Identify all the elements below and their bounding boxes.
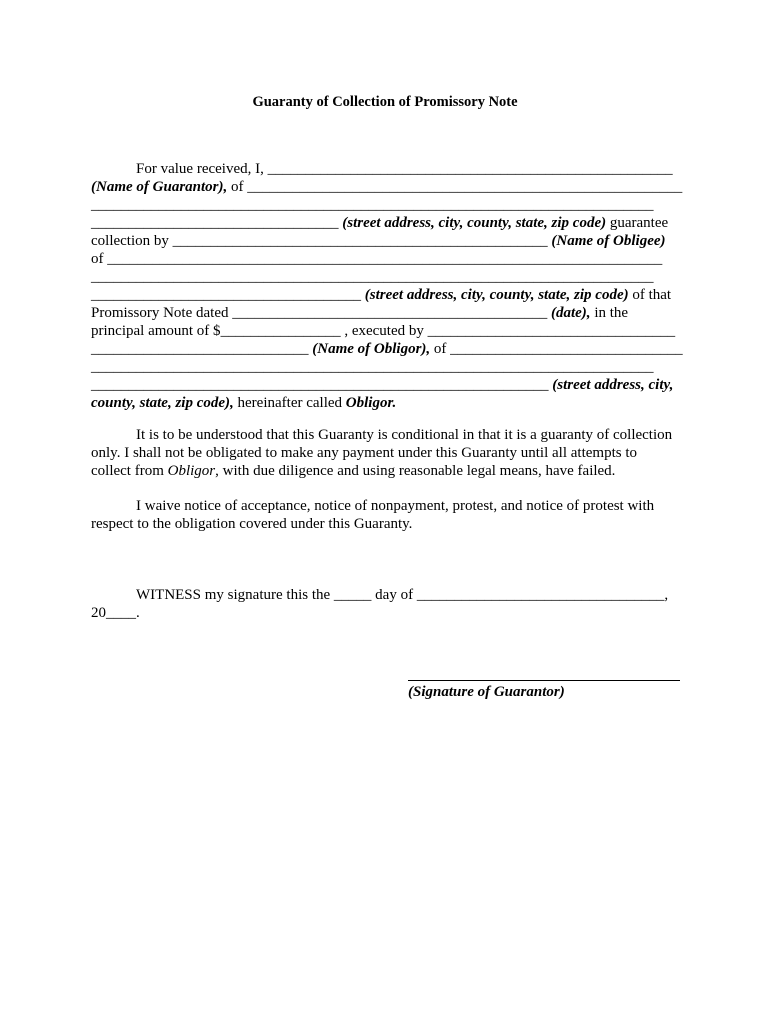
paragraph-guarantee: [91, 160, 681, 412]
note-date-blank[interactable]: __________________________________________: [232, 305, 551, 321]
line-obligee-address-2: [91, 286, 681, 304]
line-note-dated: [91, 304, 681, 322]
text: , with due diligence and using reasonable legal means, have failed.: [215, 463, 616, 479]
text: in the: [590, 305, 629, 321]
text: day of: [371, 587, 417, 603]
text: collect from: [91, 463, 168, 479]
line-guarantor: [91, 160, 681, 178]
obligee-address-blank[interactable]: __________________________________________________________________________: [107, 251, 663, 267]
line-guarantor-of: [91, 178, 681, 196]
signature-line[interactable]: [408, 680, 680, 681]
text: ,: [664, 587, 669, 603]
label-name-of-obligor: (Name of Obligor),: [312, 341, 431, 357]
line-obligee-of: [91, 250, 681, 268]
text: of: [430, 341, 451, 357]
line-address-1: [91, 196, 681, 214]
line-obligor-address: [91, 358, 681, 376]
obligor-address-blank[interactable]: _______________________________: [450, 341, 683, 357]
text: of: [227, 179, 248, 195]
label-name-of-obligee: (Name of Obligee): [551, 233, 666, 249]
text: principal amount of $: [91, 323, 221, 339]
line-obligor-address-2: [91, 376, 681, 394]
line-obligor: [91, 340, 681, 358]
label-street-address: (street address, city, county, state, zip code): [364, 287, 629, 303]
obligee-name-blank[interactable]: __________________________________________________: [172, 233, 552, 249]
witness-month-blank[interactable]: _________________________________: [416, 587, 665, 603]
label-street-address: (street address, city,: [552, 377, 674, 393]
line-obligee: [91, 232, 681, 250]
text: guarantee: [606, 215, 669, 231]
line-hereinafter: [91, 394, 681, 412]
witness-line: [91, 586, 681, 604]
label-county-state-zip: county, state, zip code),: [91, 395, 234, 411]
label-name-of-guarantor: (Name of Guarantor),: [91, 179, 228, 195]
obligee-address-blank-2[interactable]: ___________________________________________________________________________: [91, 269, 654, 285]
obligee-address-blank-3[interactable]: ____________________________________: [91, 287, 365, 303]
guarantor-address-blank[interactable]: __________________________________________________________: [247, 179, 683, 195]
text-line: respect to the obligation covered under this Guaranty.: [91, 516, 413, 532]
executed-by-blank[interactable]: _________________________________: [427, 323, 676, 339]
text: hereinafter called: [233, 395, 346, 411]
label-street-address: (street address, city, county, state, zip code): [342, 215, 607, 231]
line-principal: [91, 322, 681, 340]
witness-year-blank[interactable]: 20____.: [91, 605, 140, 621]
line-obligee-address: [91, 268, 681, 286]
line-address-2: [91, 214, 681, 232]
text: collection by: [91, 233, 173, 249]
guarantor-address-blank-2[interactable]: ___________________________________________________________________________: [91, 197, 654, 213]
guarantor-name-blank[interactable]: ______________________________________________________: [267, 161, 673, 177]
text: of that: [628, 287, 672, 303]
text-line: only. I shall not be obligated to make any payment under this Guaranty until all attempts to: [91, 445, 637, 461]
text: WITNESS my signature this the: [136, 587, 334, 603]
guarantor-address-blank-3[interactable]: _________________________________: [91, 215, 343, 231]
label-obligor: Obligor.: [345, 395, 397, 411]
principal-amount-blank[interactable]: ________________: [220, 323, 341, 339]
text-line: It is to be understood that this Guaranty is conditional in that it is a guaranty of collection: [136, 427, 673, 443]
paragraph-conditional: [91, 426, 681, 480]
paragraph-waiver: [91, 497, 681, 533]
signature-label: (Signature of Guarantor): [408, 684, 565, 700]
text-line: [91, 462, 681, 480]
obligor-term: Obligor: [167, 463, 216, 479]
text: of: [91, 251, 108, 267]
text: For value received, I,: [136, 161, 268, 177]
witness-day-blank[interactable]: _____: [333, 587, 372, 603]
obligor-address-blank-3[interactable]: _____________________________________________________________: [91, 377, 553, 393]
text-line: I waive notice of acceptance, notice of nonpayment, protest, and notice of protest with: [136, 498, 655, 514]
obligor-address-blank-2[interactable]: ___________________________________________________________________________: [91, 359, 654, 375]
text: , executed by: [340, 323, 428, 339]
document-title: Guaranty of Collection of Promissory Note: [252, 94, 518, 110]
label-date: (date),: [550, 305, 591, 321]
witness-block: [91, 586, 681, 622]
text: Promissory Note dated: [91, 305, 233, 321]
obligor-name-blank[interactable]: _____________________________: [91, 341, 313, 357]
